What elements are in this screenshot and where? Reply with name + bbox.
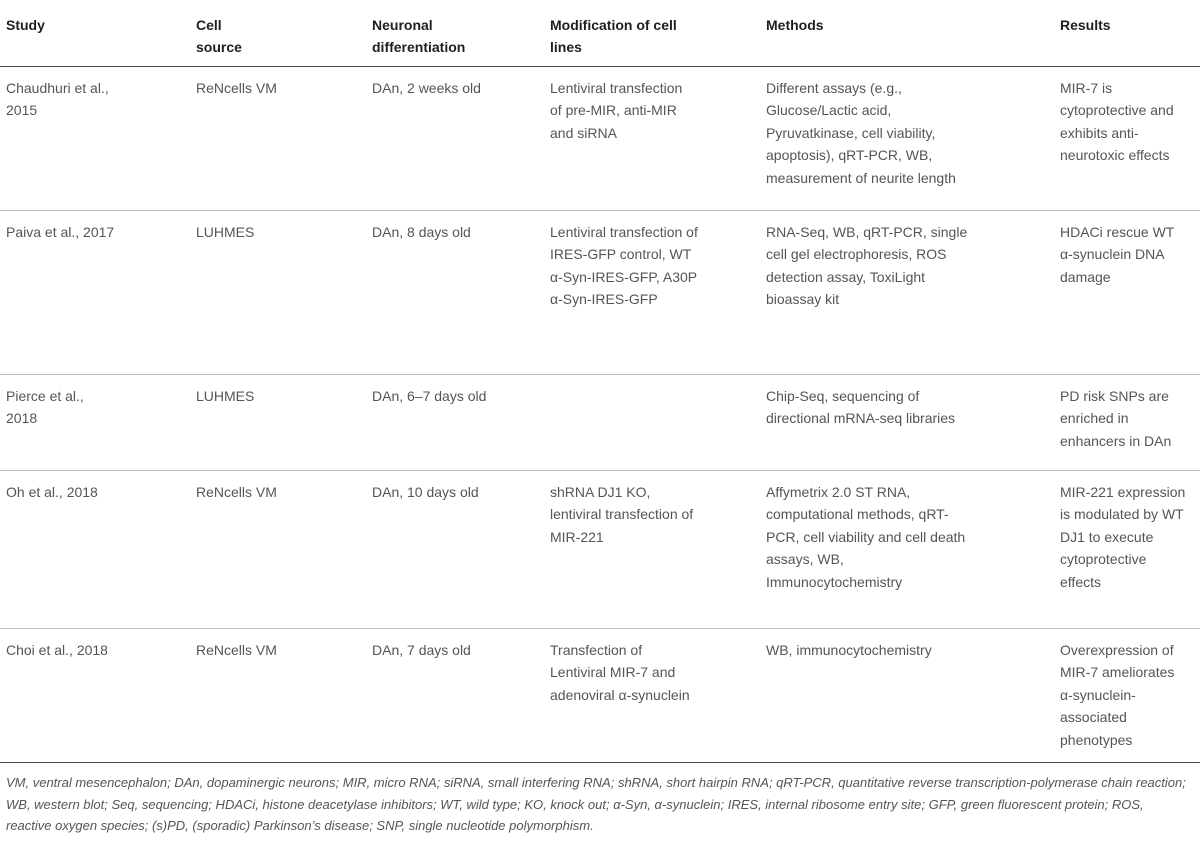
cell-cell-source: ReNcells VM xyxy=(196,628,372,762)
cell-methods: WB, immunocytochemistry xyxy=(766,628,1060,762)
header-cell-source: Cell source xyxy=(196,0,372,66)
cell-study: Paiva et al., 2017 xyxy=(0,210,196,374)
header-neuronal-differentiation: Neuronal differentiation xyxy=(372,0,550,66)
header-results: Results xyxy=(1060,0,1200,66)
header-study: Study xyxy=(0,0,196,66)
table-footnote: VM, ventral mesencephalon; DAn, dopaminergic neurons; MIR, micro RNA; siRNA, small interfering RNA; shRNA, short hairpin RNA; qRT-PCR, quantitative reverse transcription-polymerase chain reaction; WB, western blot; Seq, sequencing; HDACi, histone deacetylase inhibitors; WT, wild type; KO, knock out; α-Syn, α-synuclein; IRES, internal ribosome entry site; GFP, green fluorescent protein; ROS, reactive oxygen species; (s)PD, (sporadic) Parkinson’s disease; SNP, single nucleotide polymorphism. xyxy=(6,775,1186,833)
cell-cell-source: ReNcells VM xyxy=(196,66,372,210)
cell-cell-source: ReNcells VM xyxy=(196,470,372,628)
cell-neuronal-differentiation: DAn, 7 days old xyxy=(372,628,550,762)
cell-neuronal-differentiation: DAn, 10 days old xyxy=(372,470,550,628)
cell-modification xyxy=(550,374,766,470)
cell-methods: RNA-Seq, WB, qRT-PCR, single cell gel electrophoresis, ROS detection assay, ToxiLight bioassay kit xyxy=(766,210,1060,374)
cell-neuronal-differentiation: DAn, 8 days old xyxy=(372,210,550,374)
cell-study: Oh et al., 2018 xyxy=(0,470,196,628)
cell-study: Chaudhuri et al., 2015 xyxy=(0,66,196,210)
table-row xyxy=(0,470,1200,628)
cell-modification: Lentiviral transfection of pre-MIR, anti-MIR and siRNA xyxy=(550,66,766,210)
cell-neuronal-differentiation: DAn, 6–7 days old xyxy=(372,374,550,470)
header-row xyxy=(0,0,1200,66)
header-methods: Methods xyxy=(766,0,1060,66)
table-row xyxy=(0,210,1200,374)
cell-results: PD risk SNPs are enriched in enhancers in DAn xyxy=(1060,374,1200,470)
cell-modification: Transfection of Lentiviral MIR-7 and adenoviral α-synuclein xyxy=(550,628,766,762)
cell-results: HDACi rescue WT α-synuclein DNA damage xyxy=(1060,210,1200,374)
cell-results: MIR-7 is cytoprotective and exhibits anti-neurotoxic effects xyxy=(1060,66,1200,210)
cell-results: MIR-221 expression is modulated by WT DJ1 to execute cytoprotective effects xyxy=(1060,470,1200,628)
cell-cell-source: LUHMES xyxy=(196,374,372,470)
cell-methods: Affymetrix 2.0 ST RNA, computational methods, qRT-PCR, cell viability and cell death assays, WB, Immunocytochemistry xyxy=(766,470,1060,628)
cell-cell-source: LUHMES xyxy=(196,210,372,374)
table-row xyxy=(0,628,1200,762)
cell-methods: Chip-Seq, sequencing of directional mRNA-seq libraries xyxy=(766,374,1060,470)
table-row xyxy=(0,66,1200,210)
header-modification: Modification of cell lines xyxy=(550,0,766,66)
cell-modification: shRNA DJ1 KO, lentiviral transfection of MIR-221 xyxy=(550,470,766,628)
cell-results: Overexpression of MIR-7 ameliorates α-synuclein-associated phenotypes xyxy=(1060,628,1200,762)
cell-modification: Lentiviral transfection of IRES-GFP control, WT α-Syn-IRES-GFP, A30P α-Syn-IRES-GFP xyxy=(550,210,766,374)
cell-study: Pierce et al., 2018 xyxy=(0,374,196,470)
cell-methods: Different assays (e.g., Glucose/Lactic acid, Pyruvatkinase, cell viability, apoptosis), qRT-PCR, WB, measurement of neurite length xyxy=(766,66,1060,210)
table-row xyxy=(0,374,1200,470)
cell-neuronal-differentiation: DAn, 2 weeks old xyxy=(372,66,550,210)
cell-study: Choi et al., 2018 xyxy=(0,628,196,762)
